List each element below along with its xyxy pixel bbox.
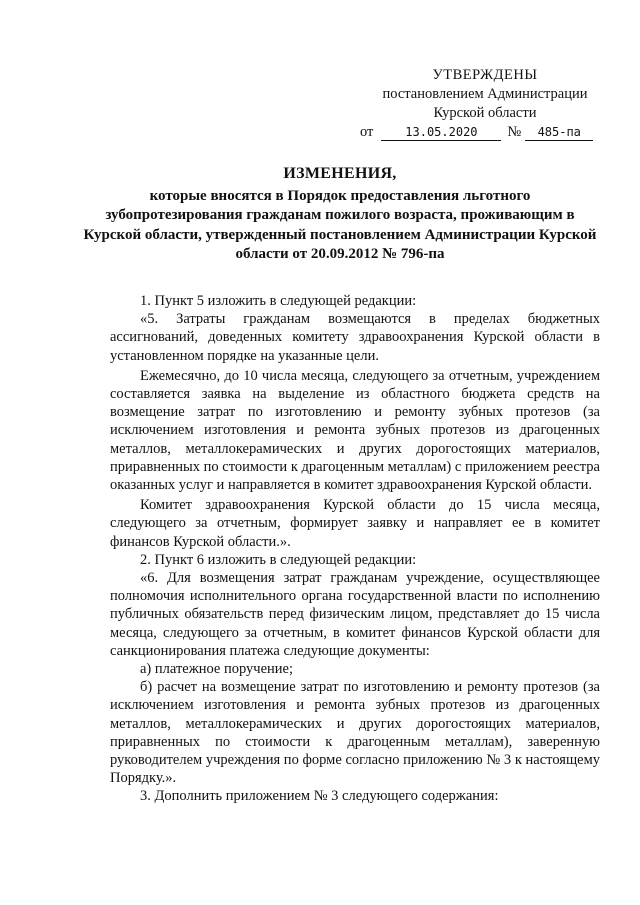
paragraph: 2. Пункт 6 изложить в следующей редакции:: [140, 551, 417, 568]
document-title: ИЗМЕНЕНИЯ,: [283, 165, 397, 182]
approval-title: УТВЕРЖДЕНЫ: [432, 67, 538, 83]
approval-line-1: постановлением Администрации: [382, 86, 588, 102]
paragraph: «6. Для возмещения затрат гражданам учреждение, осуществляющее полномочия исполнительного органа государственной власти по исполнению публичных обязательств перед физическим лицом, представляет до 15 числа месяца, следующего за отчетным, в комитет финансов Курской области для санкционирования платежа следующие документы:: [110, 570, 600, 659]
paragraph: Комитет здравоохранения Курской области до 15 числа месяца, следующего за отчетным, формирует заявку и направляет ее в комитет финансов Курской области.».: [110, 497, 600, 550]
approval-block: [360, 66, 610, 142]
date-prefix: от: [360, 124, 374, 140]
paragraph: «5. Затраты гражданам возмещаются в пределах бюджетных ассигнований, доведенных комитету здравоохранения Курской области в установленном порядке на указанные цели.: [110, 311, 600, 364]
approval-date: 13.05.2020: [381, 125, 501, 141]
paragraph: 1. Пункт 5 изложить в следующей редакции:: [140, 293, 417, 309]
paragraph: б) расчет на возмещение затрат по изготовлению и ремонту протезов (за исключением изготовления и ремонта зубных протезов из драгоценных металлов, металлокерамических и других дорогостоящих материалов, приравненных по стоимости к драгоценным металлам), заверенную руководителем учреждения по форме согласно приложению № 3 к настоящему Порядку.».: [110, 679, 600, 787]
paragraph: а) платежное поручение;: [140, 661, 294, 678]
document-body: [110, 292, 600, 806]
document-heading: [80, 164, 600, 265]
number-prefix: №: [507, 124, 522, 140]
approval-line-2: Курской области: [433, 105, 537, 121]
paragraph: Ежемесячно, до 10 числа месяца, следующего за отчетным, учреждением составляется заявка на выделение из областного бюджета средств на возмещение затрат по изготовлению и ремонту зубных протезов (за исключением изготовления и ремонта зубных протезов из драгоценных металлов, металлокерамических и других дорогостоящих материалов, приравненных по стоимости к драгоценным металлам) с приложением реестра оказанных услуг и направляется в комитет здравоохранения Курской области.: [110, 367, 600, 494]
document-subtitle: которые вносятся в Порядок предоставления льготного зубопротезирования гражданам пожилого возраста, проживающим в Курской области, утвержденный постановлением Администрации Курской области от 20.09.2012 № 796-па: [83, 187, 597, 262]
approval-date-line: [360, 123, 610, 142]
approval-number: 485-па: [525, 125, 593, 141]
paragraph: 3. Дополнить приложением № 3 следующего содержания:: [140, 788, 499, 805]
